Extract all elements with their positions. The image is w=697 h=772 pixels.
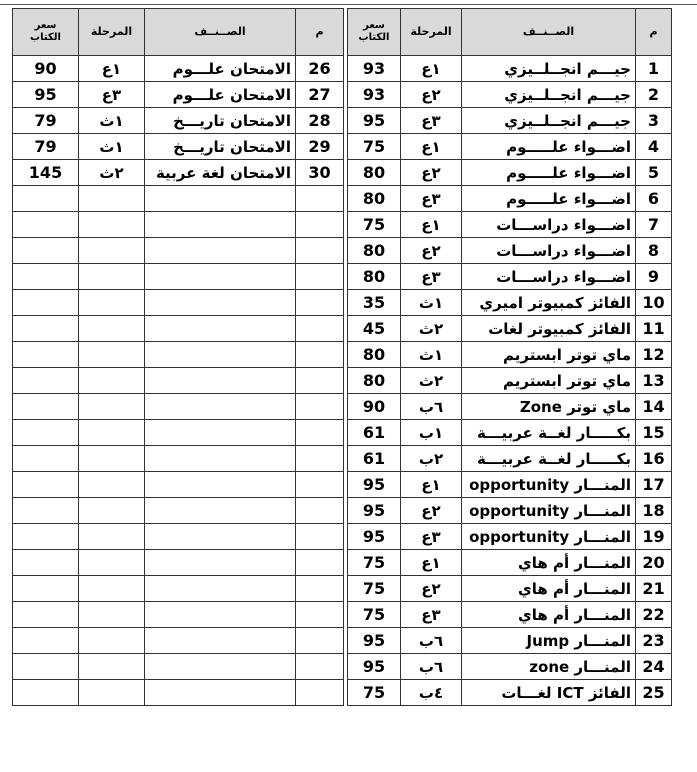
index-cell: 15 <box>636 420 672 446</box>
stage-cell: ٦ب <box>401 654 462 680</box>
index-cell <box>296 368 344 394</box>
table-row <box>348 524 672 550</box>
table-row <box>348 368 672 394</box>
item-cell: المنـــار أم هاي <box>462 602 636 628</box>
price-cell: 75 <box>348 576 401 602</box>
item-cell: ماي توتر ابستريم <box>462 368 636 394</box>
item-header: الصــنــف <box>462 9 636 56</box>
left-table-body <box>13 56 344 706</box>
table-row <box>348 212 672 238</box>
index-cell: 29 <box>296 134 344 160</box>
item-cell <box>145 264 296 290</box>
table-row <box>13 212 344 238</box>
stage-cell: ٣ع <box>79 82 145 108</box>
item-cell <box>145 290 296 316</box>
item-cell: المنـــار opportunity <box>462 524 636 550</box>
index-cell <box>296 524 344 550</box>
table-row <box>13 680 344 706</box>
stage-cell <box>79 186 145 212</box>
index-cell: 11 <box>636 316 672 342</box>
price-header <box>13 9 79 56</box>
table-row <box>348 160 672 186</box>
table-row <box>348 238 672 264</box>
table-row <box>13 264 344 290</box>
stage-cell <box>79 654 145 680</box>
stage-cell: ١ع <box>401 56 462 82</box>
price-cell: 93 <box>348 56 401 82</box>
index-cell <box>296 420 344 446</box>
table-row <box>13 108 344 134</box>
price-cell: 35 <box>348 290 401 316</box>
price-cell <box>13 368 79 394</box>
table-row <box>13 316 344 342</box>
stage-cell: ٢ع <box>401 82 462 108</box>
price-table-right <box>347 8 672 706</box>
stage-cell <box>79 238 145 264</box>
stage-cell: ١ث <box>79 134 145 160</box>
price-cell <box>13 342 79 368</box>
index-cell: 27 <box>296 82 344 108</box>
index-cell: 30 <box>296 160 344 186</box>
item-cell <box>145 342 296 368</box>
price-cell: 80 <box>348 342 401 368</box>
item-cell: الفائز ICT لغـــات <box>462 680 636 706</box>
item-cell <box>145 498 296 524</box>
item-cell: بكـــــار لغــة عربيـــة <box>462 420 636 446</box>
stage-cell: ٢ث <box>401 316 462 342</box>
item-cell: الامتحان لغة عربية <box>145 160 296 186</box>
table-row <box>348 316 672 342</box>
table-row <box>348 82 672 108</box>
index-cell <box>296 212 344 238</box>
table-row <box>348 264 672 290</box>
item-cell: المنـــار opportunity <box>462 498 636 524</box>
stage-cell: ٣ع <box>401 186 462 212</box>
table-row <box>13 238 344 264</box>
stage-cell <box>79 524 145 550</box>
table-row <box>13 368 344 394</box>
stage-cell: ٣ع <box>401 264 462 290</box>
table-row <box>13 498 344 524</box>
table-row <box>13 628 344 654</box>
price-cell: 61 <box>348 446 401 472</box>
item-cell: ماي توتر Zone <box>462 394 636 420</box>
table-row <box>348 550 672 576</box>
price-cell: 75 <box>348 550 401 576</box>
price-cell: 75 <box>348 602 401 628</box>
table-row <box>348 628 672 654</box>
price-cell: 80 <box>348 368 401 394</box>
item-cell: الفائز كمبيوتر اميري <box>462 290 636 316</box>
item-cell <box>145 524 296 550</box>
index-cell: 18 <box>636 498 672 524</box>
index-cell: 17 <box>636 472 672 498</box>
index-cell: 13 <box>636 368 672 394</box>
index-cell <box>296 602 344 628</box>
price-cell: 145 <box>13 160 79 186</box>
item-cell <box>145 472 296 498</box>
price-cell: 95 <box>13 82 79 108</box>
table-row <box>348 394 672 420</box>
index-header: م <box>296 9 344 56</box>
table-row <box>348 420 672 446</box>
stage-cell: ٢ع <box>401 576 462 602</box>
price-header-line1: سعر <box>363 20 385 31</box>
index-cell <box>296 446 344 472</box>
table-row <box>348 472 672 498</box>
stage-cell <box>79 316 145 342</box>
index-cell <box>296 498 344 524</box>
item-cell <box>145 576 296 602</box>
table-row <box>13 446 344 472</box>
price-table-left <box>12 8 344 706</box>
stage-cell: ١ع <box>401 550 462 576</box>
price-cell <box>13 420 79 446</box>
price-cell: 95 <box>348 654 401 680</box>
index-cell <box>296 576 344 602</box>
item-cell <box>145 316 296 342</box>
price-cell: 80 <box>348 238 401 264</box>
table-row <box>13 160 344 186</box>
index-cell: 1 <box>636 56 672 82</box>
item-cell: جيـــم انجــلــيزي <box>462 56 636 82</box>
price-cell: 95 <box>348 498 401 524</box>
price-cell: 61 <box>348 420 401 446</box>
item-cell <box>145 420 296 446</box>
item-cell: المنـــار zone <box>462 654 636 680</box>
table-row <box>13 550 344 576</box>
index-cell: 12 <box>636 342 672 368</box>
item-cell <box>145 212 296 238</box>
index-cell <box>296 394 344 420</box>
item-cell: ماي توتر ابستريم <box>462 342 636 368</box>
index-cell <box>296 654 344 680</box>
table-row <box>13 82 344 108</box>
index-cell: 20 <box>636 550 672 576</box>
stage-cell: ١ع <box>401 212 462 238</box>
price-cell: 75 <box>348 680 401 706</box>
table-row <box>13 420 344 446</box>
index-cell: 24 <box>636 654 672 680</box>
table-row <box>348 498 672 524</box>
index-cell: 22 <box>636 602 672 628</box>
index-cell: 21 <box>636 576 672 602</box>
index-cell: 14 <box>636 394 672 420</box>
table-row <box>348 576 672 602</box>
item-cell <box>145 446 296 472</box>
stage-cell: ٢ث <box>401 368 462 394</box>
stage-cell: ١ث <box>79 108 145 134</box>
table-row <box>348 602 672 628</box>
table-row <box>348 654 672 680</box>
stage-cell <box>79 472 145 498</box>
stage-cell <box>79 212 145 238</box>
price-header-line2: الكتاب <box>30 32 61 43</box>
stage-cell <box>79 498 145 524</box>
table-row <box>13 394 344 420</box>
index-cell <box>296 238 344 264</box>
item-cell: اضـــواء دراســـات <box>462 238 636 264</box>
price-cell: 45 <box>348 316 401 342</box>
stage-cell <box>79 628 145 654</box>
table-row <box>348 342 672 368</box>
price-cell <box>13 186 79 212</box>
index-cell: 2 <box>636 82 672 108</box>
index-cell: 23 <box>636 628 672 654</box>
price-cell: 95 <box>348 108 401 134</box>
price-cell <box>13 472 79 498</box>
price-cell: 80 <box>348 264 401 290</box>
index-cell: 28 <box>296 108 344 134</box>
index-cell: 9 <box>636 264 672 290</box>
price-cell: 75 <box>348 212 401 238</box>
index-cell: 25 <box>636 680 672 706</box>
stage-cell: ٣ع <box>401 524 462 550</box>
stage-cell <box>79 602 145 628</box>
table-header-row <box>348 9 672 56</box>
index-cell: 10 <box>636 290 672 316</box>
item-cell: المنـــار أم هاي <box>462 576 636 602</box>
index-cell <box>296 290 344 316</box>
price-cell: 90 <box>348 394 401 420</box>
item-cell: جيـــم انجــلــيزي <box>462 108 636 134</box>
price-cell: 90 <box>13 56 79 82</box>
price-cell: 95 <box>348 472 401 498</box>
item-cell: اضـــواء علـــــوم <box>462 134 636 160</box>
price-cell <box>13 264 79 290</box>
item-cell <box>145 394 296 420</box>
table-header-row <box>13 9 344 56</box>
stage-cell <box>79 264 145 290</box>
stage-cell <box>79 576 145 602</box>
stage-cell: ١ث <box>401 290 462 316</box>
price-cell: 95 <box>348 628 401 654</box>
item-cell <box>145 550 296 576</box>
stage-cell: ٢ع <box>401 498 462 524</box>
price-cell <box>13 316 79 342</box>
item-cell <box>145 238 296 264</box>
index-cell: 16 <box>636 446 672 472</box>
item-cell: اضـــواء دراســـات <box>462 264 636 290</box>
right-table-body <box>348 56 672 706</box>
item-cell: اضـــواء علـــــوم <box>462 186 636 212</box>
item-cell: اضـــواء علـــــوم <box>462 160 636 186</box>
table-row <box>13 290 344 316</box>
item-header: الصــنــف <box>145 9 296 56</box>
index-cell <box>296 316 344 342</box>
stage-cell: ١ع <box>401 134 462 160</box>
item-cell: اضـــواء دراســـات <box>462 212 636 238</box>
index-cell: 4 <box>636 134 672 160</box>
item-cell <box>145 654 296 680</box>
item-cell <box>145 628 296 654</box>
table-row <box>13 576 344 602</box>
price-cell <box>13 550 79 576</box>
item-cell <box>145 602 296 628</box>
index-cell <box>296 186 344 212</box>
stage-cell: ٢ث <box>79 160 145 186</box>
stage-cell <box>79 342 145 368</box>
stage-cell <box>79 550 145 576</box>
item-cell <box>145 368 296 394</box>
stage-cell: ٣ع <box>401 602 462 628</box>
table-row <box>348 56 672 82</box>
table-row <box>348 446 672 472</box>
table-row <box>13 56 344 82</box>
price-cell: 80 <box>348 160 401 186</box>
table-row <box>348 290 672 316</box>
stage-cell: ١ع <box>79 56 145 82</box>
price-cell <box>13 446 79 472</box>
table-row <box>13 134 344 160</box>
item-cell: الامتحان تاريـــخ <box>145 108 296 134</box>
price-cell <box>13 524 79 550</box>
table-row <box>13 342 344 368</box>
price-cell <box>13 212 79 238</box>
price-cell <box>13 290 79 316</box>
price-cell: 80 <box>348 186 401 212</box>
price-cell <box>13 576 79 602</box>
index-cell: 19 <box>636 524 672 550</box>
item-cell: المنـــار opportunity <box>462 472 636 498</box>
item-cell: الامتحان علـــوم <box>145 56 296 82</box>
index-cell <box>296 628 344 654</box>
item-cell: المنـــار Jump <box>462 628 636 654</box>
stage-cell: ١ع <box>401 472 462 498</box>
table-row <box>348 134 672 160</box>
index-cell <box>296 550 344 576</box>
stage-cell: ١ب <box>401 420 462 446</box>
stage-cell <box>79 394 145 420</box>
stage-cell: ٢ب <box>401 446 462 472</box>
stage-cell: ٦ب <box>401 394 462 420</box>
stage-header: المرحلة <box>79 9 145 56</box>
price-header <box>348 9 401 56</box>
stage-cell <box>79 368 145 394</box>
price-cell <box>13 238 79 264</box>
item-cell: الفائز كمبيوتر لغات <box>462 316 636 342</box>
item-cell: بكـــــار لغــة عربيـــة <box>462 446 636 472</box>
index-cell <box>296 342 344 368</box>
index-cell: 3 <box>636 108 672 134</box>
stage-cell: ٢ع <box>401 238 462 264</box>
item-cell <box>145 680 296 706</box>
index-cell <box>296 472 344 498</box>
top-border-line <box>0 0 697 5</box>
price-cell: 95 <box>348 524 401 550</box>
index-cell <box>296 680 344 706</box>
price-cell <box>13 394 79 420</box>
stage-cell: ٢ع <box>401 160 462 186</box>
price-cell <box>13 498 79 524</box>
index-header: م <box>636 9 672 56</box>
table-row <box>13 602 344 628</box>
table-row <box>13 654 344 680</box>
stage-cell <box>79 446 145 472</box>
index-cell: 8 <box>636 238 672 264</box>
item-cell <box>145 186 296 212</box>
stage-cell: ١ث <box>401 342 462 368</box>
table-row <box>348 108 672 134</box>
index-cell: 26 <box>296 56 344 82</box>
table-row <box>348 186 672 212</box>
price-header-line1: سعر <box>34 20 57 31</box>
index-cell <box>296 264 344 290</box>
stage-cell <box>79 420 145 446</box>
index-cell: 6 <box>636 186 672 212</box>
stage-cell <box>79 680 145 706</box>
price-cell: 79 <box>13 134 79 160</box>
stage-header: المرحلة <box>401 9 462 56</box>
table-row <box>13 186 344 212</box>
price-cell <box>13 602 79 628</box>
table-row <box>13 524 344 550</box>
index-cell: 5 <box>636 160 672 186</box>
stage-cell: ٤ب <box>401 680 462 706</box>
price-cell: 79 <box>13 108 79 134</box>
item-cell: الامتحان تاريـــخ <box>145 134 296 160</box>
price-cell <box>13 628 79 654</box>
index-cell: 7 <box>636 212 672 238</box>
price-cell <box>13 654 79 680</box>
item-cell: الامتحان علـــوم <box>145 82 296 108</box>
table-row <box>348 680 672 706</box>
price-cell: 93 <box>348 82 401 108</box>
item-cell: جيـــم انجــلــيزي <box>462 82 636 108</box>
price-cell: 75 <box>348 134 401 160</box>
price-header-line2: الكتاب <box>358 32 390 43</box>
stage-cell: ٣ع <box>401 108 462 134</box>
item-cell: المنـــار أم هاي <box>462 550 636 576</box>
price-cell <box>13 680 79 706</box>
stage-cell <box>79 290 145 316</box>
stage-cell: ٦ب <box>401 628 462 654</box>
table-row <box>13 472 344 498</box>
